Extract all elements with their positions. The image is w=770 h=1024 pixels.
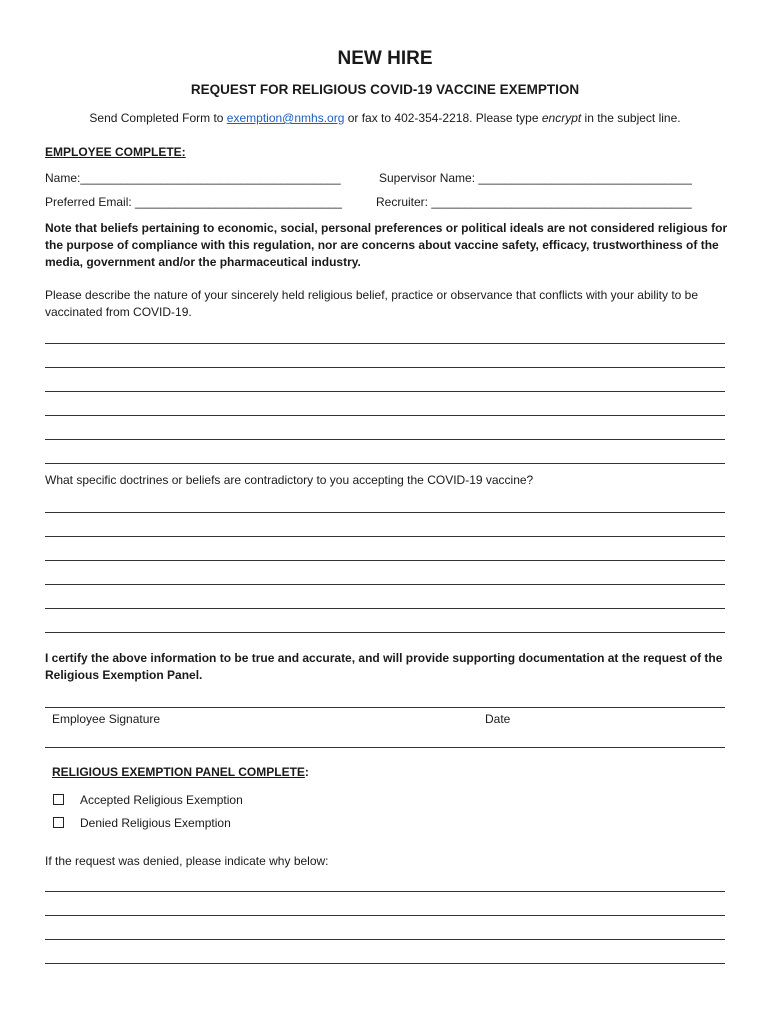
answer-line-4[interactable] bbox=[45, 415, 725, 416]
send-prefix: Send Completed Form to bbox=[89, 111, 227, 125]
signature-line[interactable] bbox=[45, 707, 725, 708]
denied-exemption-checkbox[interactable] bbox=[53, 817, 64, 828]
answer-line-8[interactable] bbox=[45, 536, 725, 537]
answer-line-6[interactable] bbox=[45, 463, 725, 464]
send-suffix: in the subject line. bbox=[581, 111, 681, 125]
recruiter-field[interactable]: Recruiter: _______________________________________ bbox=[376, 195, 692, 209]
reason-line-2[interactable] bbox=[45, 915, 725, 916]
date-label: Date bbox=[485, 712, 511, 726]
reason-line-3[interactable] bbox=[45, 939, 725, 940]
form-title: NEW HIRE bbox=[337, 48, 433, 69]
exemption-note: Note that beliefs pertaining to economic, social, personal preferences or political ideals are not considered religious for the purpose of compliance with this regulation, nor are concerns about vaccine safety, efficacy, trustworthiness of the media, government and/or the pharmaceutical industry. bbox=[45, 221, 728, 269]
reason-line-4[interactable] bbox=[45, 963, 725, 964]
accepted-exemption-checkbox[interactable] bbox=[53, 794, 64, 805]
question-doctrines: What specific doctrines or beliefs are contradictory to you accepting the COVID-19 vaccine? bbox=[45, 473, 534, 487]
answer-line-5[interactable] bbox=[45, 439, 725, 440]
employee-signature-label: Employee Signature bbox=[52, 712, 161, 726]
signature-bottom-line bbox=[45, 747, 725, 748]
denied-exemption-label: Denied Religious Exemption bbox=[80, 816, 231, 830]
form-subtitle: REQUEST FOR RELIGIOUS COVID-19 VACCINE EXEMPTION bbox=[190, 82, 580, 97]
name-field[interactable]: Name:_______________________________________ bbox=[45, 171, 341, 185]
preferred-email-field[interactable]: Preferred Email: _______________________________ bbox=[45, 195, 342, 209]
panel-section-colon: : bbox=[304, 765, 309, 779]
answer-line-11[interactable] bbox=[45, 608, 725, 609]
answer-line-1[interactable] bbox=[45, 343, 725, 344]
certification-statement: I certify the above information to be true and accurate, and will provide supporting documentation at the request of the Religious Exemption Panel. bbox=[45, 651, 723, 682]
panel-section-label: RELIGIOUS EXEMPTION PANEL COMPLETE bbox=[52, 765, 305, 779]
question-belief-description: Please describe the nature of your sincerely held religious belief, practice or observance that conflicts with your ability to be vaccinated from COVID-19. bbox=[45, 288, 699, 319]
supervisor-name-field[interactable]: Supervisor Name: ________________________________ bbox=[379, 171, 692, 185]
accepted-exemption-label: Accepted Religious Exemption bbox=[80, 793, 243, 807]
send-instructions bbox=[0, 111, 770, 125]
panel-section-heading bbox=[52, 765, 309, 779]
send-keyword: encrypt bbox=[541, 111, 582, 125]
answer-line-9[interactable] bbox=[45, 560, 725, 561]
exemption-email-link[interactable]: exemption@nmhs.org bbox=[226, 111, 345, 125]
answer-line-10[interactable] bbox=[45, 584, 725, 585]
answer-line-3[interactable] bbox=[45, 391, 725, 392]
answer-line-2[interactable] bbox=[45, 367, 725, 368]
answer-line-12[interactable] bbox=[45, 632, 725, 633]
employee-section-heading: EMPLOYEE COMPLETE: bbox=[45, 145, 186, 159]
answer-line-7[interactable] bbox=[45, 512, 725, 513]
denied-reason-prompt: If the request was denied, please indicate why below: bbox=[45, 854, 329, 868]
reason-line-1[interactable] bbox=[45, 891, 725, 892]
send-middle: or fax to 402-354-2218. Please type bbox=[344, 111, 542, 125]
